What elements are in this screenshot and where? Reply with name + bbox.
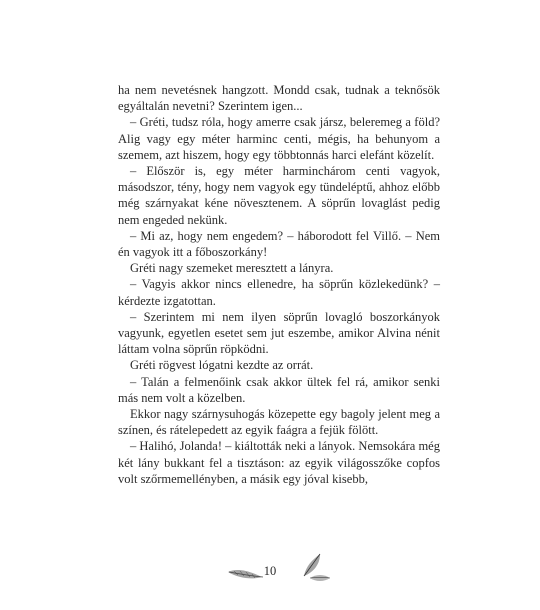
paragraph-1: ha nem nevetésnek hangzott. Mondd csak, tudnak a teknősök egyáltalán nevetni? Szerintem igen... bbox=[118, 83, 440, 114]
paragraph-5: Gréti nagy szemeket meresztett a lányra. bbox=[130, 261, 334, 276]
paragraph-9: – Talán a felmenőink csak akkor ültek fel rá, amikor senki más nem volt a közelben. bbox=[118, 374, 440, 405]
paragraph-6: – Vagyis akkor nincs ellenedre, ha söprűn közlekedünk? – kérdezte izgatottan. bbox=[118, 277, 440, 308]
paragraph-8: Gréti rögvest lógatni kezdte az orrát. bbox=[130, 358, 314, 373]
paragraph-3: – Először is, egy méter harminchárom centi vagyok, másodszor, tény, hogy nem vagyok egy tündeléptű, ahhoz előbb még szárnyakat kéne növesztenem. A söprűn lovaglást pedig nem engeded nekünk. bbox=[118, 164, 440, 227]
page-text bbox=[118, 82, 440, 487]
page-footer bbox=[0, 546, 540, 586]
paragraph-4: – Mi az, hogy nem engedem? – háborodott fel Villő. – Nem én vagyok itt a főboszorkány! bbox=[118, 228, 440, 260]
leaf-ornament-icon bbox=[298, 550, 334, 590]
paragraph-10: Ekkor nagy szárnysuhogás közepette egy bagoly jelent meg a színen, és rátelepedett az egyik faágra a fejük fölött. bbox=[118, 407, 440, 438]
page-number: 10 bbox=[263, 564, 277, 578]
paragraph-7: – Szerintem mi nem ilyen söprűn lovagló boszorkányok vagyunk, egyetlen esetet sem jut eszembe, amikor Alvina nénit láttam volna söprűn röpködni. bbox=[118, 309, 440, 357]
paragraph-2: – Gréti, tudsz róla, hogy amerre csak jársz, beleremeg a föld? Alig vagy egy méter harminc centi, mégis, ha behunyom a szemem, azt hiszem, hogy egy többtonnás harci elefánt közelít. bbox=[118, 115, 440, 162]
paragraph-11: – Halihó, Jolanda! – kiáltották neki a lányok. Nemsokára még két lány bukkant fel a tisztáson: az egyik világosszőke copfos volt szőrmemellényben, a másik egy jóval kisebb, bbox=[118, 439, 440, 486]
